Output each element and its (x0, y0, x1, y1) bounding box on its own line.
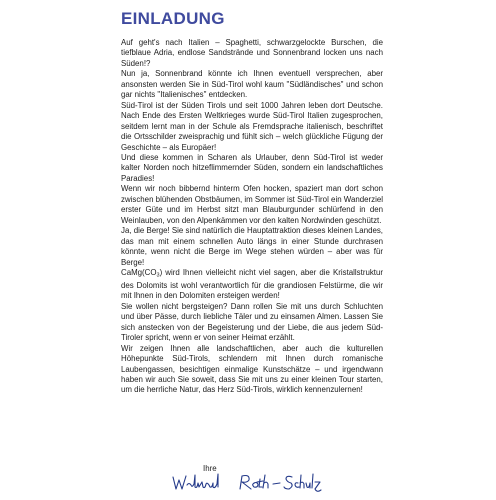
formula-suffix: ) (159, 267, 163, 277)
body-text (121, 38, 383, 396)
signature-drawing (170, 471, 370, 495)
formula-prefix: CaMg(CO (121, 267, 157, 277)
paragraph: Süd-Tirol ist der Süden Tirols und seit 1000 Jahren leben dort Deutsche. Nach Ende des Ersten Weltkrieges wurde Süd-Tirol Italien zugesprochen, seitdem lernt man in der Schule als Fremdsprache italienisch, beschriftet die Ortsschilder zweisprachig und fühlt sich – welch glückliche Fügung der Geschichte – als Europäer! (121, 100, 383, 152)
paragraph: Und diese kommen in Scharen als Urlauber, denn Süd-Tirol ist weder kalter Norden noch hitzeflimmernder Süden, sondern ein landschaftliches Paradies! (121, 152, 383, 183)
paragraph: Auf geht's nach Italien – Spaghetti, schwarzgelockte Burschen, die tiefblaue Adria, endlose Sandstrände und Sonnenbrand locken uns nach Süden!? (121, 38, 383, 68)
formula-subscript: 3 (156, 272, 160, 279)
paragraph: Wenn wir noch bibbernd hinterm Ofen hocken, spaziert man dort schon zwischen blühenden Obstbäumen, im Sommer ist Süd-Tirol ein Wanderziel erster Güte und im Herbst sitzt man Blauburgunder schlürfend in den Weinlauben, von den Alpenkämmen vor den kalten Nordwinden geschützt. (121, 184, 383, 225)
document-title: EINLADUNG (121, 9, 225, 28)
paragraph-dolomite (121, 268, 383, 302)
handwritten-signature (170, 471, 370, 495)
paragraph-dolomite-text: wird Ihnen vielleicht nicht viel sagen, aber die Kristallstruktur des Dolomits ist wohl verantwortlich für die grandiosen Felstürme, die wir mit Ihnen in den Dolomiten ersteigen werden! (121, 267, 383, 301)
closing-text: Ihre (203, 464, 217, 473)
paragraph: Sie wollen nicht bergsteigen? Dann rollen Sie mit uns durch Schluchten und über Pässe, durch liebliche Täler und zu einsamen Almen. Lassen Sie sich anstecken von der Begeisterung und der Liebe, die aus jedem Süd-Tiroler spricht, wenn er von seiner Heimat erzählt. (121, 301, 383, 343)
paragraph: Ja, die Berge! Sie sind natürlich die Hauptattraktion dieses kleinen Landes, das man mit einem schnellen Auto längs in einer Stunde durchrasen könnte, wenn nicht die Berge im Wege stehen würden – aber was für Berge! (121, 226, 383, 267)
paragraph: Nun ja, Sonnenbrand könnte ich Ihnen eventuell versprechen, aber ansonsten werden Sie in Süd-Tirol wohl kaum "Südländisches" und schon gar nichts "Italienisches" entdecken. (121, 69, 383, 100)
paragraph: Wir zeigen Ihnen alle landschaftlichen, aber auch die kulturellen Höhepunkte Süd-Tirols, schlendern mit Ihnen durch romanische Laubengassen, besichtigen einmalige Kunstschätze – und irgendwann haben wir auch Sie soweit, dass Sie mit uns zu einer kleinen Tour starten, um die herrliche Natur, das Herz Süd-Tirols, wirklich kennenzulernen! (121, 343, 383, 395)
